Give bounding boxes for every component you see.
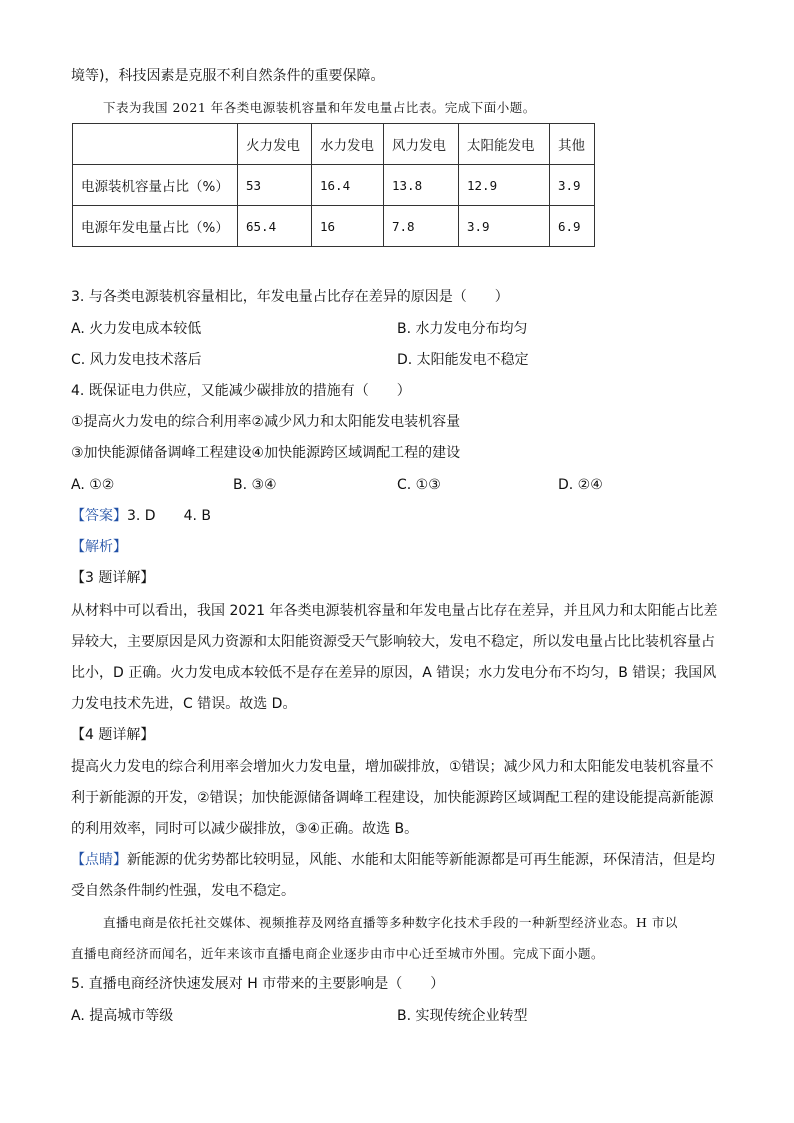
q4-item-line-1: ①提高火力发电的综合利用率②减少风力和太阳能发电装机容量 — [71, 414, 461, 430]
q4-option-d: D. ②④ — [558, 477, 603, 493]
tip-label: 【点睛】 — [71, 852, 127, 868]
table-cell: 7.8 — [384, 206, 459, 247]
table-cell: 16 — [312, 206, 384, 247]
power-share-table — [72, 123, 595, 247]
q3-detail-line: 比小，D 正确。火力发电成本较低不是存在差异的原因，A 错误；水力发电分布不均匀，B 错误；我国风 — [71, 665, 717, 681]
table-header-row — [73, 124, 595, 165]
q3-detail-heading: 【3 题详解】 — [71, 570, 155, 586]
q3-option-a: A. 火力发电成本较低 — [71, 321, 202, 337]
q3-detail-line: 异较大，主要原因是风力资源和太阳能资源受天气影响较大，发电不稳定，所以发电量占比比装机容量占 — [71, 634, 715, 650]
table-cell: 16.4 — [312, 165, 384, 206]
passage2-line-2: 直播电商经济而闻名，近年来该市直播电商企业逐步由市中心迁至城市外围。完成下面小题。 — [71, 946, 605, 961]
passage2-line-1: 直播电商是依托社交媒体、视频推荐及网络直播等多种数字化技术手段的一种新型经济业态。H 市以 — [103, 915, 678, 930]
q4-item-line-2: ③加快能源储备调峰工程建设④加快能源跨区域调配工程的建设 — [71, 445, 461, 461]
answer-line — [71, 506, 211, 526]
q5-option-b: B. 实现传统企业转型 — [397, 1008, 528, 1024]
q3-option-c: C. 风力发电技术落后 — [71, 352, 202, 368]
table-cell: 6.9 — [550, 206, 595, 247]
table-cell: 12.9 — [459, 165, 550, 206]
table-header-hydro: 水力发电 — [312, 124, 384, 165]
table-row-label: 电源装机容量占比（%） — [73, 165, 238, 206]
table-cell: 53 — [238, 165, 312, 206]
q4-detail-line: 提高火力发电的综合利用率会增加火力发电量，增加碳排放，①错误；减少风力和太阳能发电装机容量不 — [71, 759, 714, 775]
analysis-label: 【解析】 — [71, 539, 127, 555]
q4-option-c: C. ①③ — [397, 477, 441, 493]
tip-line-1 — [71, 850, 715, 870]
q4-detail-line: 的利用效率，同时可以减少碳排放，③④正确。故选 B。 — [71, 821, 419, 837]
q4-detail-line: 利于新能源的开发，②错误；加快能源储备调峰工程建设，加快能源跨区域调配工程的建设能提高新能源 — [71, 790, 714, 806]
q3-option-b: B. 水力发电分布均匀 — [397, 321, 528, 337]
q4-detail-heading: 【4 题详解】 — [71, 727, 155, 743]
q3-detail-line: 从材料中可以看出，我国 2021 年各类电源装机容量和年发电量占比存在差异，并且风力和太阳能占比差 — [71, 603, 718, 619]
table-header-solar: 太阳能发电 — [459, 124, 550, 165]
q4-stem: 4. 既保证电力供应，又能减少碳排放的措施有（ ） — [71, 383, 411, 399]
table-cell: 65.4 — [238, 206, 312, 247]
q4-option-a: A. ①② — [71, 477, 115, 493]
table-row — [73, 165, 595, 206]
tip-line-2: 受自然条件制约性强，发电不稳定。 — [71, 883, 295, 899]
answer-text: 3. D 4. B — [127, 508, 211, 524]
intro-tail-text: 境等)，科技因素是克服不利自然条件的重要保障。 — [71, 68, 385, 84]
q3-option-d: D. 太阳能发电不稳定 — [397, 352, 529, 368]
q3-stem: 3. 与各类电源装机容量相比，年发电量占比存在差异的原因是（ ） — [71, 289, 509, 305]
q5-stem: 5. 直播电商经济快速发展对 H 市带来的主要影响是（ ） — [71, 976, 445, 992]
table-row-label: 电源年发电量占比（%） — [73, 206, 238, 247]
tip-text: 新能源的优劣势都比较明显，风能、水能和太阳能等新能源都是可再生能源，环保清洁，但是均 — [127, 852, 715, 868]
q4-option-b: B. ③④ — [233, 477, 277, 493]
table-row — [73, 206, 595, 247]
table-header-empty — [73, 124, 238, 165]
q5-option-a: A. 提高城市等级 — [71, 1008, 174, 1024]
table-cell: 3.9 — [550, 165, 595, 206]
table-cell: 3.9 — [459, 206, 550, 247]
answer-label: 【答案】 — [71, 508, 127, 524]
table-cell: 13.8 — [384, 165, 459, 206]
table-header-thermal: 火力发电 — [238, 124, 312, 165]
table-caption: 下表为我国 2021 年各类电源装机容量和年发电量占比表。完成下面小题。 — [103, 100, 536, 115]
table-header-wind: 风力发电 — [384, 124, 459, 165]
table-header-other: 其他 — [550, 124, 595, 165]
q3-detail-line: 力发电技术先进，C 错误。故选 D。 — [71, 696, 297, 712]
